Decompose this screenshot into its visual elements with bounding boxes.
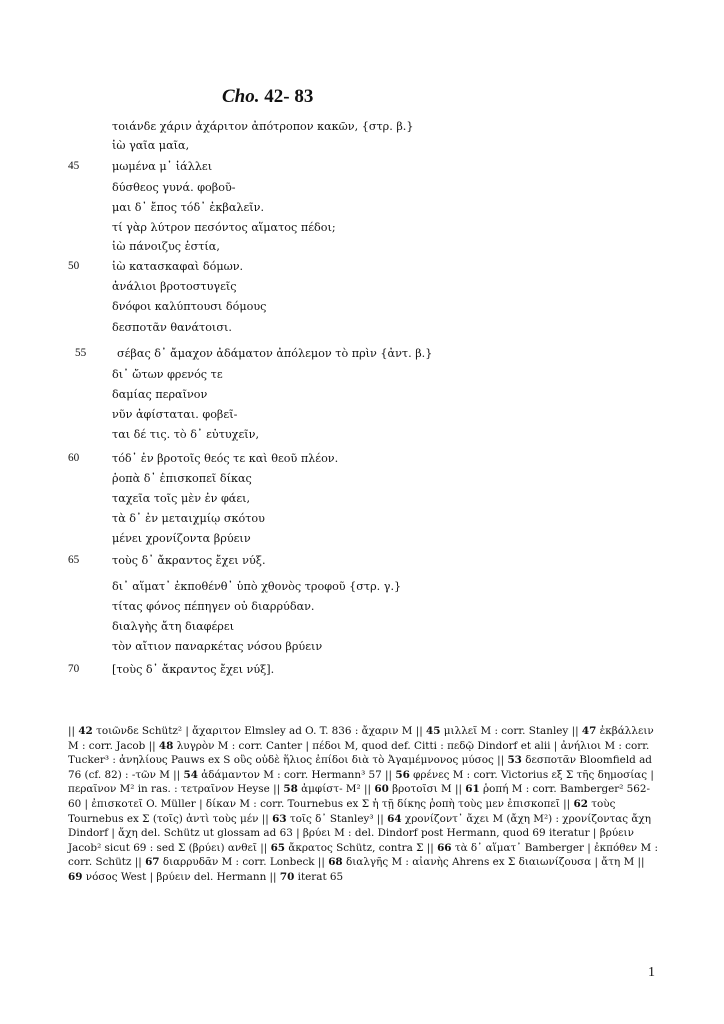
apparatus-line-ref: 42 <box>78 725 93 737</box>
line-number: 65 <box>68 554 80 566</box>
apparatus-line-ref: 58 <box>283 783 298 796</box>
line-number: 50 <box>68 260 80 272</box>
apparatus-line-ref: 65 <box>270 841 286 854</box>
apparatus-entry <box>426 725 582 737</box>
verse-line: ται δέ τις. τὸ δ᾽ εὐτυχεῖν, <box>112 428 259 441</box>
apparatus-note: βροτοῖσι M || <box>388 783 466 796</box>
apparatus-note: ἄκρατος Schütz, contra Σ || <box>285 841 438 854</box>
apparatus-line-ref: 69 <box>68 870 83 883</box>
verse-line: τίτας φόνος πέπηγεν οὐ διαρρύδαν. <box>112 600 315 613</box>
apparatus-line-ref: 66 <box>437 841 452 854</box>
verse-line: μαι δ᾽ ἔπος τόδ᾽ ἐκβαλεῖν. <box>112 201 265 214</box>
line-number: 60 <box>68 452 80 464</box>
verse-line: σέβας δ᾽ ἄμαχον ἀδάματον ἀπόλεμον τὸ πρὶν {ἀντ. β.} <box>117 347 433 360</box>
apparatus-note: τοὺς Tournebus ex Σ (τοῖς) ἀντὶ τοὺς μέν || <box>68 797 616 825</box>
apparatus-line-ref: 68 <box>328 856 343 869</box>
apparatus-note: χρονίζοντ᾽ ἄχει M (ἄχη M²) : χρονίζοντας ἄχη Dindorf | ἄχη del. Schütz ut glossam ad 63 | βρύει M : del. Dindorf post Hermann, quod 69 iteratur | βρύειν Jacob² sicut 69 : sed Σ (βρύει) ανθεῖ || <box>68 812 651 854</box>
apparatus-line-ref: 53 <box>507 754 522 767</box>
apparatus-note: τὰ δ᾽ αἵματ᾽ Bamberger | ἐκπόθεν M : corr. Schütz || <box>68 841 658 869</box>
apparatus-entry <box>283 783 374 795</box>
verse-line: ἰὼ κατασκαφαὶ δόμων. <box>112 260 244 273</box>
verse-line: ἰὼ πάνοιζυς ἑστία, <box>112 240 220 253</box>
critical-apparatus <box>68 724 660 885</box>
verse-line: τοιάνδε χάριν ἀχάριτον ἀπότροπον κακῶν, {στρ. β.} <box>112 120 414 133</box>
apparatus-note: λυγρὸν M : corr. Canter | πέδοι M, quod def. Citti : πεδῷ Dindorf et alii | ἀνήλιοι M : corr. Tucker³ : ἀνηλίους Pauws ex S οὓς οὐδὲ ἥλιος ἐπίδοι διὰ τὸ Ἀγαμέμνονος μύσος || <box>68 739 650 767</box>
apparatus-note: ἀμφίστ- M² || <box>297 783 375 796</box>
apparatus-entry <box>374 783 465 795</box>
verse-line: διαλγὴς ἄτη διαφέρει <box>112 620 235 633</box>
apparatus-line-ref: 56 <box>395 768 410 781</box>
apparatus-note: δεσποτᾶν Bloomfield ad 76 (cf. 82) : -τῶν M || <box>68 754 652 781</box>
line-number: 55 <box>75 347 87 359</box>
verse-line: ῥοπὰ δ᾽ ἐπισκοπεῖ δίκας <box>112 472 252 485</box>
verse-line: δύσθεος γυνά. φοβοῦ- <box>112 181 236 194</box>
apparatus-note: μιλλεῖ M : corr. Stanley || <box>440 725 582 737</box>
apparatus-entry <box>280 871 343 883</box>
apparatus-note: διαρρυδᾶν M : corr. Lonbeck || <box>159 856 329 869</box>
apparatus-separator: || <box>68 725 79 737</box>
verse-line: δι᾽ ὤτων φρενός τε <box>112 368 223 381</box>
apparatus-note: νόσος West | βρύειν del. Hermann || <box>82 870 280 883</box>
apparatus-entry <box>68 871 280 883</box>
verse-line: τί γὰρ λύτρον πεσόντος αἵματος πέδοι; <box>112 221 336 234</box>
verse-line: τὸν αἴτιον παναρκέτας νόσου βρύειν <box>112 640 323 653</box>
apparatus-line-ref: 54 <box>183 768 198 781</box>
verse-line: μωμένα μ᾽ ἰάλλει <box>112 160 213 173</box>
apparatus-line-ref: 67 <box>145 856 160 869</box>
apparatus-line-ref: 70 <box>279 870 295 883</box>
apparatus-note: ἀδάμαντον M : corr. Hermann³ 57 || <box>197 768 396 781</box>
verse-line: τοὺς δ᾽ ἄκραντος ἔχει νύξ. <box>112 554 266 567</box>
line-number: 45 <box>68 160 80 172</box>
verse-line: ἰὼ γαῖα μαῖα, <box>112 139 190 152</box>
apparatus-note: τοῖς δ᾽ Stanley³ || <box>286 812 388 825</box>
verse-line: ἀνάλιοι βροτοστυγεῖς <box>112 280 237 293</box>
verse-line: νῦν ἀφίσταται. φοβεῖ- <box>112 408 238 421</box>
apparatus-line-ref: 47 <box>581 725 597 737</box>
line-number: 70 <box>68 663 80 675</box>
apparatus-line-ref: 60 <box>374 783 389 796</box>
verse-line: δεσποτᾶν θανάτοισι. <box>112 321 232 334</box>
apparatus-note: φρένες M : corr. Victorius εξ Σ τῆς δημοσίας | περαῖνον M² in ras. : τετραῖνον Heyse || <box>68 768 654 796</box>
apparatus-note: τοιῶνδε Schütz² | ἄχαριτον Elmsley ad O. T. 836 : ἄχαριν M || <box>92 725 427 737</box>
verse-line: [τοὺς δ᾽ ἄκραντος ἔχει νύξ]. <box>112 663 275 676</box>
apparatus-entry <box>183 769 395 781</box>
verse-line: ταχεῖα τοῖς μὲν ἐν φάει, <box>112 492 251 505</box>
apparatus-entry <box>272 813 387 825</box>
work-abbreviation: Cho. <box>222 86 260 107</box>
verse-line: μένει χρονίζοντα βρύειν <box>112 532 251 545</box>
line-range: 42- 83 <box>264 86 314 107</box>
apparatus-entry <box>328 856 644 868</box>
apparatus-note: ῥοπή M : corr. Bamberger² 562-60 | ἐπισκοτεῖ O. Müller | δίκαν M : corr. Tournebus ex Σ ἡ τῇ δίκης ῥοπὴ τοὺς μεν ἐπισκοπεῖ || <box>68 783 651 810</box>
apparatus-line-ref: 45 <box>426 725 441 737</box>
verse-line: δαμίας περαῖνον <box>112 388 208 401</box>
verse-line: τόδ᾽ ἐν βροτοῖς θεός τε καὶ θεοῦ πλέον. <box>112 452 339 465</box>
apparatus-note: διαλγῆς M : αἰανὴς Ahrens ex Σ διαιωνίζουσα | ἄτη M || <box>342 856 645 869</box>
apparatus-note: ἐκβάλλειν M : corr. Jacob || <box>68 725 654 752</box>
apparatus-line-ref: 48 <box>158 739 174 752</box>
verse-line: δι᾽ αἵματ᾽ ἐκποθένθ᾽ ὑπὸ χθονὸς τροφοῦ {στρ. γ.} <box>112 580 402 593</box>
apparatus-line-ref: 64 <box>387 812 402 825</box>
apparatus-entry <box>145 856 328 868</box>
apparatus-entry <box>68 725 426 737</box>
verse-line: τὰ δ᾽ ἐν μεταιχμίῳ σκότου <box>112 512 265 525</box>
apparatus-note: iterat 65 <box>294 870 344 883</box>
apparatus-entry <box>271 842 437 854</box>
apparatus-line-ref: 61 <box>465 783 480 796</box>
verse-line: δνόφοι καλύπτουσι δόμους <box>112 300 267 313</box>
page-number: 1 <box>648 965 655 980</box>
apparatus-line-ref: 62 <box>573 797 588 810</box>
apparatus-line-ref: 63 <box>272 812 287 825</box>
